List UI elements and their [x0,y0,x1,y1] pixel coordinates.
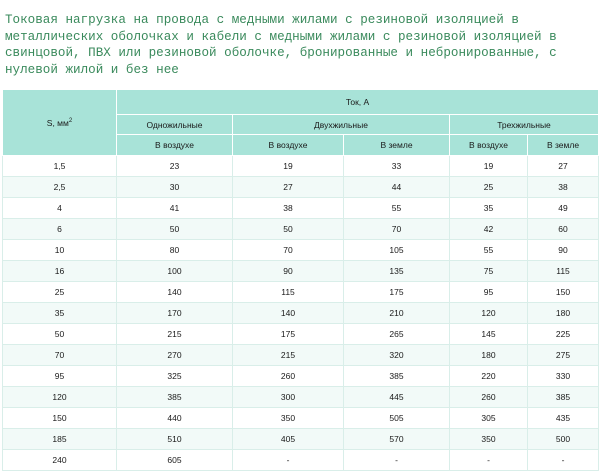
current-value-cell: 25 [450,177,528,198]
current-value-cell: 80 [117,240,233,261]
current-value-cell: 180 [528,303,599,324]
current-value-cell: 41 [117,198,233,219]
current-value-cell: 405 [233,429,344,450]
current-value-cell: 120 [450,303,528,324]
current-value-cell: 440 [117,408,233,429]
current-header: Ток, А [117,90,599,115]
current-value-cell: 105 [344,240,450,261]
current-value-cell: 75 [450,261,528,282]
current-value-cell: 135 [344,261,450,282]
table-row [3,408,599,429]
cross-section-cell: 35 [3,303,117,324]
current-value-cell: 385 [528,387,599,408]
group-header-single-core: Одножильные [117,115,233,135]
group-header-three-core: Трехжильные [450,115,599,135]
current-value-cell: - [233,450,344,471]
cross-section-cell: 1,5 [3,156,117,177]
current-value-cell: 210 [344,303,450,324]
current-value-cell: 90 [528,240,599,261]
current-value-cell: - [344,450,450,471]
group-header-two-core: Двухжильные [233,115,450,135]
cross-section-cell: 50 [3,324,117,345]
subheader-three-ground: В земле [528,135,599,156]
current-value-cell: 23 [117,156,233,177]
page-title: Токовая нагрузка на провода с медными жилами с резиновой изоляцией в металлических оболочках и кабели с медными жилами с резиновой изоляцией в свинцовой, ПВХ или резиновой оболочке, бронированные и небронированные, с нулевой жилой и без нее [5,13,557,77]
current-value-cell: 27 [233,177,344,198]
current-value-cell: 215 [117,324,233,345]
table-row [3,177,599,198]
current-value-cell: 42 [450,219,528,240]
current-value-cell: 19 [233,156,344,177]
cross-section-cell: 185 [3,429,117,450]
current-value-cell: 320 [344,345,450,366]
current-value-cell: 570 [344,429,450,450]
subheader-three-air: В воздухе [450,135,528,156]
current-value-cell: 260 [450,387,528,408]
current-value-cell: 115 [528,261,599,282]
table-row [3,429,599,450]
cross-section-cell: 120 [3,387,117,408]
table-row [3,198,599,219]
table-row [3,450,599,471]
current-value-cell: 305 [450,408,528,429]
current-value-cell: 95 [450,282,528,303]
current-value-cell: 260 [233,366,344,387]
cross-section-cell: 16 [3,261,117,282]
current-value-cell: 350 [233,408,344,429]
current-value-cell: 175 [344,282,450,303]
current-value-cell: 60 [528,219,599,240]
section-header: S, $мм^2$ [3,90,117,156]
current-value-cell: 27 [528,156,599,177]
cross-section-cell: 240 [3,450,117,471]
current-value-cell: 170 [117,303,233,324]
current-value-cell: 175 [233,324,344,345]
current-value-cell: 19 [450,156,528,177]
current-value-cell: 500 [528,429,599,450]
current-value-cell: 30 [117,177,233,198]
table-row [3,303,599,324]
current-value-cell: 275 [528,345,599,366]
current-value-cell: 140 [117,282,233,303]
table-row [3,387,599,408]
current-value-cell: 325 [117,366,233,387]
current-value-cell: 180 [450,345,528,366]
current-value-cell: 445 [344,387,450,408]
current-value-cell: 35 [450,198,528,219]
current-value-cell: 38 [528,177,599,198]
cross-section-cell: 2,5 [3,177,117,198]
current-value-cell: - [528,450,599,471]
current-value-cell: 38 [233,198,344,219]
cross-section-cell: 4 [3,198,117,219]
current-value-cell: 55 [450,240,528,261]
current-value-cell: 265 [344,324,450,345]
current-value-cell: 225 [528,324,599,345]
current-value-cell: 385 [117,387,233,408]
current-value-cell: 70 [344,219,450,240]
current-value-cell: 510 [117,429,233,450]
table-row [3,282,599,303]
current-load-table [2,89,599,471]
current-value-cell: 145 [450,324,528,345]
current-value-cell: 505 [344,408,450,429]
current-value-cell: 140 [233,303,344,324]
cross-section-cell: 150 [3,408,117,429]
current-value-cell: - [450,450,528,471]
table-row [3,324,599,345]
current-value-cell: 220 [450,366,528,387]
current-value-cell: 33 [344,156,450,177]
current-value-cell: 100 [117,261,233,282]
current-value-cell: 70 [233,240,344,261]
cross-section-cell: 70 [3,345,117,366]
table-row [3,156,599,177]
current-value-cell: 50 [233,219,344,240]
table-row [3,219,599,240]
table-row [3,345,599,366]
current-value-cell: 605 [117,450,233,471]
current-value-cell: 55 [344,198,450,219]
current-value-cell: 300 [233,387,344,408]
current-value-cell: 115 [233,282,344,303]
cross-section-cell: 6 [3,219,117,240]
subheader-two-air: В воздухе [233,135,344,156]
current-value-cell: 50 [117,219,233,240]
current-value-cell: 49 [528,198,599,219]
current-value-cell: 350 [450,429,528,450]
current-value-cell: 215 [233,345,344,366]
current-value-cell: 330 [528,366,599,387]
current-value-cell: 270 [117,345,233,366]
table-row [3,261,599,282]
table-row [3,366,599,387]
subheader-single-air: В воздухе [117,135,233,156]
cross-section-cell: 25 [3,282,117,303]
cross-section-cell: 10 [3,240,117,261]
current-value-cell: 385 [344,366,450,387]
table-row [3,240,599,261]
cross-section-cell: 95 [3,366,117,387]
current-value-cell: 44 [344,177,450,198]
current-value-cell: 150 [528,282,599,303]
current-value-cell: 90 [233,261,344,282]
subheader-two-ground: В земле [344,135,450,156]
current-value-cell: 435 [528,408,599,429]
